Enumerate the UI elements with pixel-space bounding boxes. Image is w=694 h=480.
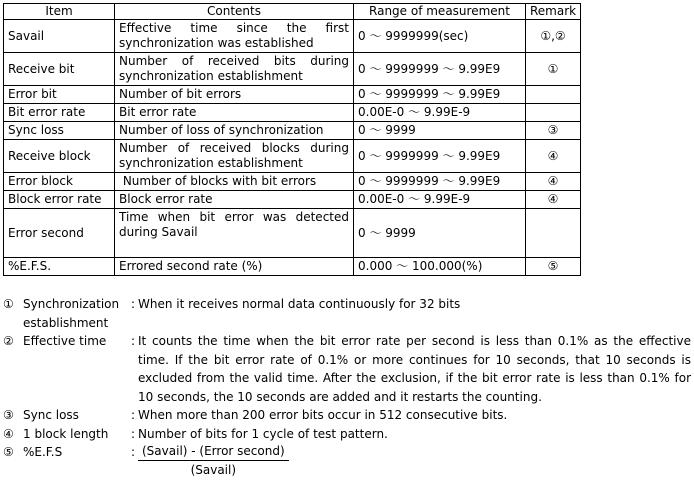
- footnote-5: [3, 443, 691, 480]
- footnote-term: Sync loss: [23, 408, 79, 422]
- cell-range: 0 ～ 9999999 ～ 9.99E9: [354, 53, 526, 86]
- table-row: [4, 104, 581, 122]
- cell-range: 0.00E-0 ～ 9.99E-9: [354, 104, 526, 122]
- cell-contents: Errored second rate (%): [115, 258, 354, 276]
- footnote-term: Effective time: [23, 334, 107, 348]
- cell-range: 0 ～ 9999: [354, 122, 526, 140]
- cell-contents: Number of received blocks during synchronization establishment: [115, 140, 354, 173]
- footnote-marker: ⑤: [3, 445, 14, 459]
- table-row: [4, 258, 581, 276]
- cell-remark: ①: [526, 53, 581, 86]
- footnote-colon: :: [131, 408, 136, 422]
- cell-item: Sync loss: [4, 122, 115, 140]
- footnote-3: [3, 406, 691, 425]
- cell-contents: Number of bit errors: [115, 86, 354, 104]
- footnote-marker: ①: [3, 297, 14, 311]
- footnote-term: Synchronization: [23, 297, 120, 311]
- cell-remark: [526, 209, 581, 258]
- cell-item: Error bit: [4, 86, 115, 104]
- cell-range: 0 ～ 9999999 ～ 9.99E9: [354, 173, 526, 191]
- table-row: [4, 140, 581, 173]
- cell-item: Savail: [4, 20, 115, 53]
- header-range: Range of measurement: [354, 4, 526, 20]
- cell-contents: Block error rate: [115, 191, 354, 209]
- header-contents: Contents: [115, 4, 354, 20]
- cell-range: 0.000 ～ 100.000(%): [354, 258, 526, 276]
- footnote-4: [3, 425, 691, 444]
- footnote-text: Number of bits for 1 cycle of test pattern.: [138, 426, 388, 441]
- footnote-marker: ④: [3, 426, 14, 441]
- table-row: [4, 122, 581, 140]
- table-row: [4, 20, 581, 53]
- footnotes: [3, 295, 691, 480]
- footnote-1: [3, 295, 691, 332]
- measurement-table: [3, 3, 581, 276]
- cell-remark: ④: [526, 173, 581, 191]
- cell-item: %E.F.S.: [4, 258, 115, 276]
- footnote-term-continued: establishment: [23, 315, 109, 330]
- cell-range: 0 ～ 9999999(sec): [354, 20, 526, 53]
- cell-range: 0 ～ 9999999 ～ 9.99E9: [354, 140, 526, 173]
- footnote-text: When more than 200 error bits occur in 512 consecutive bits.: [138, 408, 508, 422]
- footnote-term: 1 block length: [23, 426, 109, 441]
- efs-formula: [138, 443, 289, 480]
- footnote-colon: :: [131, 297, 136, 311]
- cell-range: 0.00E-0 ～ 9.99E-9: [354, 191, 526, 209]
- cell-remark: ④: [526, 191, 581, 209]
- footnote-colon: :: [131, 426, 136, 441]
- cell-range: 0 ～ 9999999 ～ 9.99E9: [354, 86, 526, 104]
- cell-item: Error block: [4, 173, 115, 191]
- footnote-term: %E.F.S: [23, 445, 63, 459]
- cell-contents: Time when bit error was detected during Savail: [115, 209, 354, 258]
- cell-item: Receive block: [4, 140, 115, 173]
- table-header-row: [4, 4, 581, 20]
- footnote-text: When it receives normal data continuously for 32 bits: [138, 297, 461, 311]
- table-row: [4, 53, 581, 86]
- cell-remark: ①,②: [526, 20, 581, 53]
- cell-range: 0 ～ 9999: [354, 209, 526, 258]
- footnote-text: It counts the time when the bit error rate per second is less than 0.1% as the effective time. If the bit error rate of 0.1% or more continues for 10 seconds, that 10 seconds is excluded from the valid time. After the exclusion, if the bit error rate is less than 0.1% for 10 seconds, the 10 seconds are added and it restarts the counting.: [138, 334, 691, 404]
- cell-remark: ⑤: [526, 258, 581, 276]
- footnote-colon: :: [131, 445, 136, 459]
- formula-denominator: (Savail): [190, 463, 237, 477]
- cell-contents: Effective time since the first synchronization was established: [115, 20, 354, 53]
- table-row: [4, 191, 581, 209]
- cell-contents: Number of loss of synchronization: [115, 122, 354, 140]
- footnote-marker: ②: [3, 334, 14, 348]
- footnote-marker: ③: [3, 408, 14, 422]
- cell-contents: Number of received bits during synchronization establishment: [115, 53, 354, 86]
- cell-contents: Bit error rate: [115, 104, 354, 122]
- cell-remark: [526, 86, 581, 104]
- cell-remark: ③: [526, 122, 581, 140]
- cell-item: Receive bit: [4, 53, 115, 86]
- footnote-colon: :: [131, 334, 136, 348]
- cell-contents: Number of blocks with bit errors: [115, 173, 354, 191]
- header-remark: Remark: [526, 4, 581, 20]
- formula-numerator: (Savail) - (Error second): [138, 443, 289, 461]
- cell-remark: [526, 104, 581, 122]
- header-item: Item: [4, 4, 115, 20]
- cell-item: Block error rate: [4, 191, 115, 209]
- cell-item: Error second: [4, 209, 115, 258]
- table-row: [4, 173, 581, 191]
- cell-remark: ④: [526, 140, 581, 173]
- footnote-2: [3, 332, 691, 406]
- cell-item: Bit error rate: [4, 104, 115, 122]
- table-row: [4, 209, 581, 258]
- table-row: [4, 86, 581, 104]
